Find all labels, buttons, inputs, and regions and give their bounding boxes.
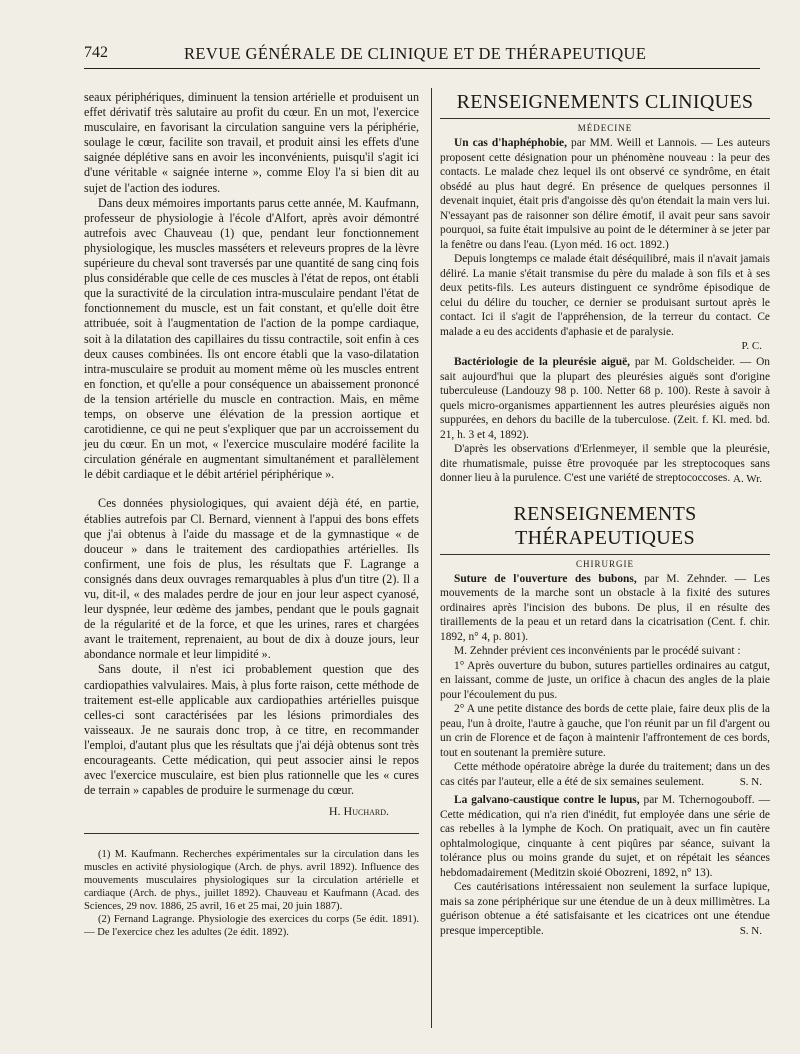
page-number: 742 — [84, 44, 108, 61]
paragraph-continued: seaux périphériques, diminuent la tension artérielle et produisent un effet dérivatif très salutaire au profit du cœur. En un mot, l'exercice musculaire, en favorisant la circulation sanguine vers la périphérie, soulage le cœur, facilite son travail, et produit ainsi les effets d'une saignée déplétive sans en avoir les inconvénients, puisqu'il s'agit ici d'une véritable « saignée interne », comme Eloy l'a si bien dit au sujet de l'action des iodures. — [84, 90, 419, 195]
journal-title: REVUE GÉNÉRALE DE CLINIQUE ET DE THÉRAPEUTIQUE — [184, 44, 647, 63]
article-title: La galvano-caustique contre le lupus, — [454, 794, 640, 806]
article-signature: S. N. — [739, 776, 762, 788]
article-signature: P. C. — [741, 340, 762, 352]
article-title: Bactériologie de la pleurésie aiguë, — [454, 356, 630, 368]
column-divider — [431, 88, 432, 1028]
article-paragraph: M. Zehnder prévient ces inconvénients par le procédé suivant : — [454, 645, 741, 657]
article-lupus — [440, 793, 770, 880]
left-column — [84, 90, 419, 939]
subsection-medicine: MÉDECINE — [577, 123, 633, 133]
running-head — [84, 44, 760, 69]
article-paragraph: 2° A une petite distance des bords de cette plaie, faire deux plis de la peau, l'un à droite, l'autre à gauche, que l'on réunit par un fil d'argent ou un crin de Florence et de façon à maintenir l'affrontement de ces bords, tout en soutenant la première suture. — [440, 703, 770, 759]
article-paragraph: Ces cautérisations intéressaient non seulement la surface lupique, mais sa zone périphérique sur une étendue de un à deux millimètres. La guérison obtenue a été satisfaisante et les cicatrices ont une étendue presque imperceptible. — [440, 881, 770, 937]
article-signature: A. Wr. — [733, 472, 762, 485]
article-bubons — [440, 572, 770, 645]
article-body: par M. Tchernogouboff. — Cette médication, qui n'a rien d'inédit, fut employée dans une série de cas rebelles à la lymphe de Koch. On pratiquait, avec un fin cautère ophtalmologique, cinquante à cent piqûres par séance, suivant la tolérance plus ou moins grande du sujet, et on répétait les séances hebdomadairement (Meditzin skoié Obozreni, 1892, n° 13). — [440, 794, 770, 879]
article-paragraph: Depuis longtemps ce malade était déséquilibré, mais il n'avait jamais déliré. La manie s'était transmise du père du malade à son fils et à ses deux petits-fils. Les auteurs distinguent ce syndrôme épisodique de celui du délire du toucher, ce dernier se produisant surtout après le contact. Ici il s'agit de l'appréhension, de la terreur du contact. Ce malade a eu des accidents d'aphasie et de paralysie. — [440, 253, 770, 338]
paragraph-conclusion: Sans doute, il n'est ici probablement question que des cardiopathies valvulaires. Mais, à plus forte raison, cette méthode de traitement est-elle applicable aux cardiopathies artérielles puisque celles-ci sont caractérisées par les lésions primordiales des vaisseaux. Je ne saurais donc trop, à ce titre, en recommander l'emploi, d'autant plus que les résultats que j'ai déjà obtenus sont très encourageants. Cette médication, qui peut associer ainsi le repos avec l'exercice musculaire, est bien plus rationnelle que les « cures de terrain » capables de produire le surmenage du cœur. — [84, 662, 419, 798]
section-title-clinical: RENSEIGNEMENTS CLINIQUES — [440, 90, 770, 119]
article-haphephobia — [440, 136, 770, 252]
right-column — [440, 90, 770, 938]
article-title: Suture de l'ouverture des bubons, — [454, 572, 637, 585]
author-signature: H. Huchard. — [328, 804, 389, 819]
article-body: par MM. Weill et Lannois. — Les auteurs proposent cette désignation pour un phénomène nouveau : la peur des contacts. Le malade chez lequel ils ont observé ce syndrôme, en était obsédé au plus haut degré. En présence de quelques personnes il devenait inquiet, était pris d'angoisse dès qu'on étendait la main vers lui. N'essayant pas de raisonner son délire émotif, il avait peur sans savoir pourquoi, sa fuite était impulsive au point de le déterminer à se jeter par la fenêtre ou dans l'eau. (Lyon méd. 16 oct. 1892.) — [440, 137, 770, 251]
article-paragraph: 1° Après ouverture du bubon, sutures partielles ordinaires au catgut, en laissant, comme de juste, un orifice à chacun des angles de la plaie pour l'écoulement du pus. — [440, 659, 770, 701]
article-body: par M. Zehnder. — Les mouvements de la marche sont un obstacle à la fixité des sutures ordinaires après l'incision des bubons. De plus, il en résulte des tiraillements de la peau et un retard dans la cicatrisation (Cent. f. chir. 1892, n° 4, p. 801). — [440, 572, 770, 643]
paragraph-kaufmann: Dans deux mémoires importants parus cette année, M. Kaufmann, professeur de physiologie à l'école d'Alfort, après avoir démontré autrefois avec Chauveau (1) que, pendant leur fonctionnement physiologique, les muscles masséters et releveurs propres de la lèvre supérieure du cheval sont traversés par une quantité de sang cinq fois plus considérable que celle de ces muscles à l'état de repos, ont établi que la suractivité de la circulation intra-musculaire pendant l'état de fonctionnement du muscle, est un fait constant, et qu'elle doit être attribuée, soit à l'augmentation de l'action de la pompe cardiaque, soit à la dilatation des capillaires du tissu contractile, soit enfin à ces deux causes combinées. Ils ont encore établi que la vaso-dilatation intra-musculaire se produit au moment même où les muscles entrent en fonction, et qu'elle a pour conséquence un abaissement prononcé de la tension artérielle du muscle en contraction. Mais, en même temps, on observe une élévation de la pression aortique et carotidienne, ce qui ne peut s'expliquer que par un accroissement du jeu du cœur. En un mot, « l'exercice musculaire modéré facilite la circulation générale en augmentant simultanément et parallèlement le débit cardiaque et le débit artériel périphérique ». — [84, 195, 419, 482]
article-paragraph: D'après les observations d'Erlenmeyer, il semble que la pleurésie, dite rhumatismale, puisse être provoquée par les streptocoques sans donner lieu à la purulence. C'est une variété de streptococcoses. — [440, 443, 770, 484]
subsection-surgery: CHIRURGIE — [576, 558, 634, 569]
footnote-2: (2) Fernand Lagrange. Physiologie des exercices du corps (5e édit. 1891). — De l'exercice chez les adultes (2e édit. 1892). — [84, 914, 419, 939]
footnote-1: (1) M. Kaufmann. Recherches expérimentales sur la circulation dans les muscles en activité physiologique (Arch. de phys. avril 1892). Influence des mouvements musculaires physiologiques sur la circulation artérielle et cardiaque (Arch. de phys., juillet 1892). Chauveau et Kaufmann (Acad. des Sciences, 29 nov. 1886, 25 avril, 16 et 25 mai, 20 juin 1887). — [84, 849, 419, 913]
article-signature: S. N. — [739, 925, 762, 937]
article-title: Un cas d'haphéphobie, — [454, 137, 567, 149]
article-body: par M. Goldscheider. — On sait aujourd'hui que la plupart des pleurésies aiguës sont d'origine tuberculeuse (Landouzy 98 p. 100. Netter 68 p. 100). Reste à savoir à quels micro-organismes appartiennent les autres pleurésies aiguës non suppurées, en dehors du bacille de la tuberculose. (Zeit. f. Kl. med. bd. 21, h. 3 et 4, 1892). — [440, 356, 770, 441]
paragraph-physiological-data: Ces données physiologiques, qui avaient déjà été, en partie, établies autrefois par Cl. Bernard, viennent à l'appui des bons effets que j'ai obtenus à l'aide du massage et de la gymnastique « de douceur » dans le traitement des cardiopathies artérielles. Ils confirment, une fois de plus, les résultats que F. Lagrange a consignés dans deux ouvrages remarquables à plus d'un titre (2). Il a vu, dit-il, « des malades perdre de jour en jour leur aspect cyanosé, leur dyspnée, leur œdème des jambes, pendant que le pouls gagnait de la régularité et de la force, et que les urines, rares et chargées avant le traitement, reprenaient, au bout de dix à douze jours, leur abondance normale et leur limpidité ». — [84, 496, 419, 662]
article-pleurisy — [440, 355, 770, 442]
article-paragraph: Cette méthode opératoire abrège la durée du traitement; dans un des cas cités par l'auteur, elle a été de six semaines seulement. — [440, 761, 770, 788]
footnotes — [84, 848, 419, 939]
footnote-separator — [84, 833, 419, 834]
section-title-therapeutic: RENSEIGNEMENTS THÉRAPEUTIQUES — [440, 502, 770, 555]
